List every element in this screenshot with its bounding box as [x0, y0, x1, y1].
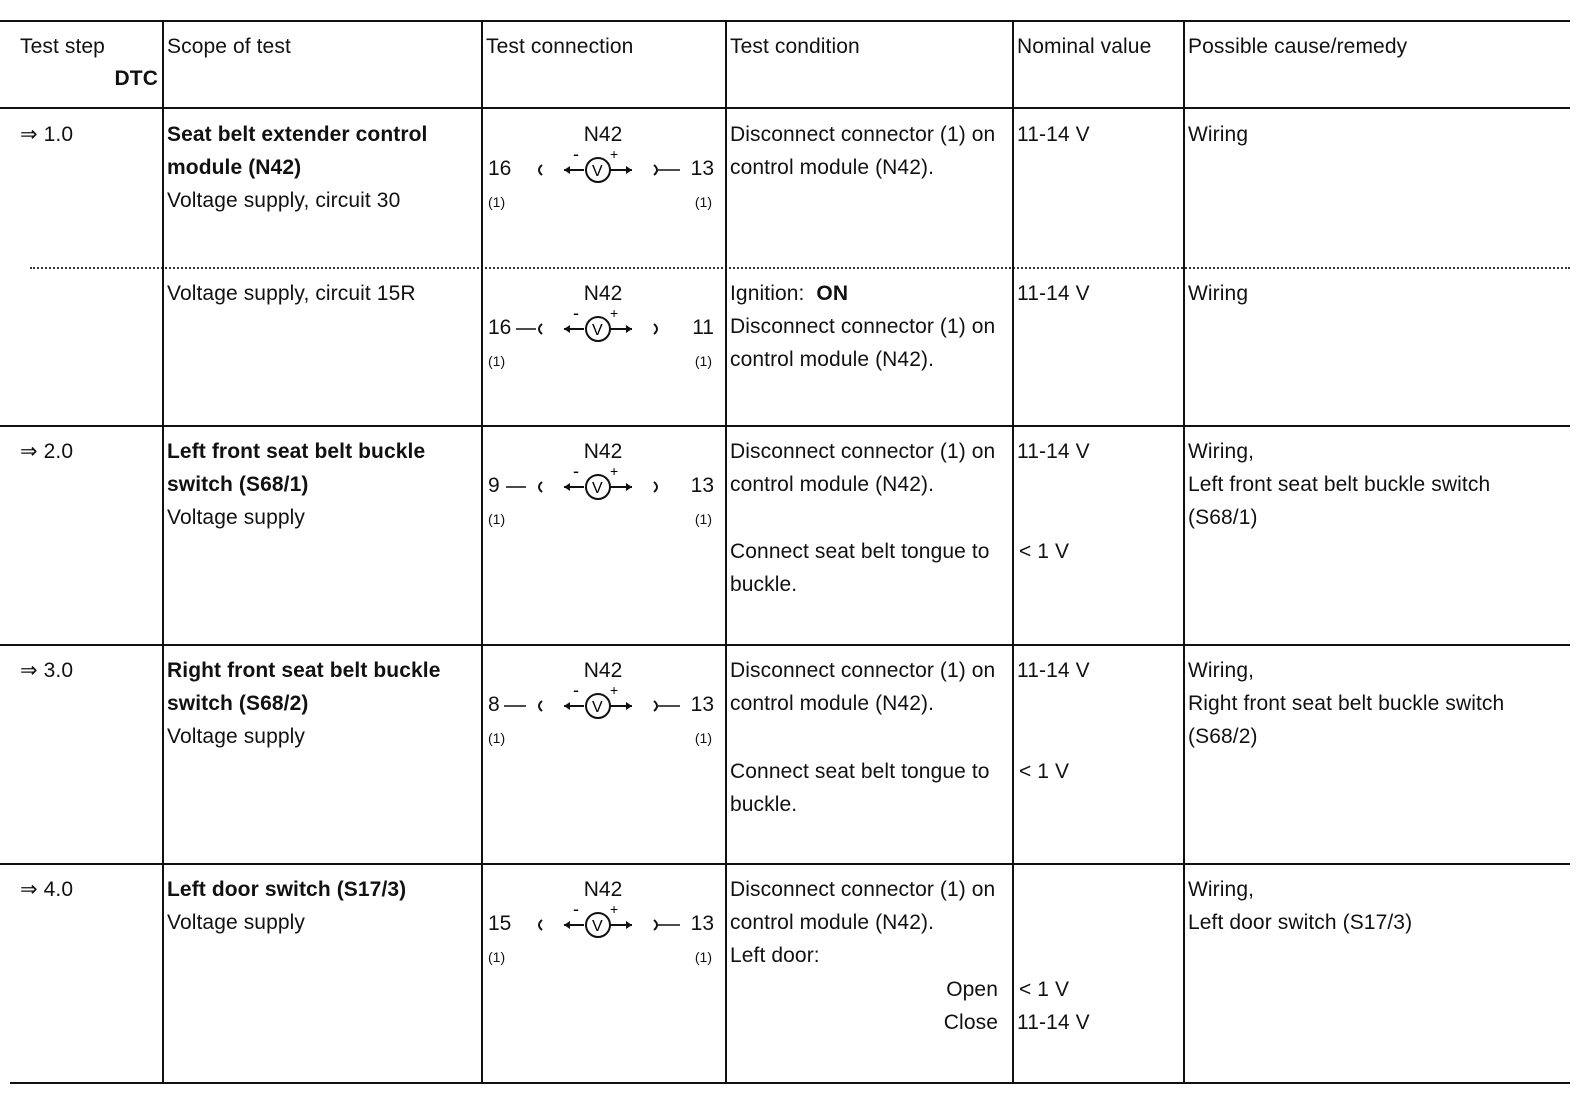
scope-text: Voltage supply, circuit 15R	[167, 282, 416, 305]
svg-text:-: -	[573, 682, 579, 700]
condition-text: Connect seat belt tongue to	[730, 760, 990, 783]
condition-text: control module (N42).	[730, 911, 935, 934]
condition-text: control module (N42).	[730, 692, 935, 715]
nominal-value: 11-14 V	[1017, 123, 1090, 146]
cause-text: (S68/2)	[1188, 725, 1258, 748]
right-pin: 13	[690, 912, 714, 935]
left-pin: 16	[488, 316, 512, 339]
condition-text: Disconnect connector (1) on	[730, 878, 996, 901]
test-connection-diagram	[484, 277, 722, 387]
condition-text: buckle.	[730, 793, 798, 816]
left-pin-connector: (1)	[488, 730, 506, 746]
step-number: ⇒ 3.0	[20, 659, 74, 682]
svg-text:+: +	[610, 146, 619, 162]
ignition-state: ON	[816, 282, 849, 305]
test-connection-diagram	[484, 118, 722, 228]
table-bottom-border	[10, 1082, 1570, 1084]
cause-text: Wiring,	[1188, 440, 1255, 463]
right-pin-connector: (1)	[694, 949, 712, 965]
svg-text:-: -	[573, 305, 579, 323]
test-connection-diagram	[484, 654, 722, 764]
header-connection: Test connection	[486, 35, 634, 58]
right-pin: 13	[690, 693, 714, 716]
row-1-divider	[30, 267, 1570, 269]
step-number: ⇒ 2.0	[20, 440, 74, 463]
condition-close: Close	[943, 1011, 998, 1034]
row-2-divider	[0, 425, 1570, 427]
right-pin-connector: (1)	[694, 353, 712, 369]
module-label: N42	[583, 282, 623, 305]
cause-text: Wiring,	[1188, 878, 1255, 901]
condition-text: Left door:	[730, 944, 820, 967]
left-pin: 8	[488, 693, 500, 716]
condition-text: buckle.	[730, 573, 798, 596]
left-pin: 15	[488, 912, 512, 935]
condition-text: control module (N42).	[730, 156, 935, 179]
col-divider-5	[1183, 20, 1185, 1084]
svg-text:V: V	[592, 322, 603, 339]
svg-text:-: -	[573, 901, 579, 919]
svg-text:+: +	[610, 463, 619, 479]
header-nominal: Nominal value	[1017, 35, 1152, 58]
cause-text: Left door switch (S17/3)	[1188, 911, 1413, 934]
module-label: N42	[583, 440, 623, 463]
left-pin-connector: (1)	[488, 511, 506, 527]
svg-text:-: -	[573, 463, 579, 481]
condition-text: Disconnect connector (1) on	[730, 659, 996, 682]
svg-text:V: V	[592, 699, 603, 716]
svg-text:+: +	[610, 305, 619, 321]
cause-text: Wiring	[1188, 282, 1249, 305]
header-condition: Test condition	[730, 35, 860, 58]
table-top-border	[0, 20, 1570, 22]
nominal-value: < 1 V	[1019, 978, 1070, 1001]
condition-text: control module (N42).	[730, 473, 935, 496]
condition-text: Disconnect connector (1) on	[730, 440, 996, 463]
nominal-value: 11-14 V	[1017, 659, 1090, 682]
voltmeter-icon	[484, 901, 722, 941]
header-bottom-border	[0, 107, 1570, 109]
header-dtc: DTC	[114, 67, 158, 90]
scope-text: Voltage supply, circuit 30	[167, 189, 401, 212]
scope-title: Left front seat belt buckle	[167, 440, 426, 463]
left-pin-connector: (1)	[488, 949, 506, 965]
test-connection-diagram	[484, 873, 722, 983]
right-pin: 13	[690, 157, 714, 180]
module-label: N42	[583, 659, 623, 682]
nominal-value: < 1 V	[1019, 760, 1070, 783]
header-scope: Scope of test	[167, 35, 291, 58]
cause-text: Wiring,	[1188, 659, 1255, 682]
condition-text: Disconnect connector (1) on	[730, 123, 996, 146]
left-pin: 16	[488, 157, 512, 180]
ignition-label: Ignition:	[730, 282, 805, 305]
col-divider-4	[1012, 20, 1014, 1084]
scope-text: Voltage supply	[167, 725, 306, 748]
row-4-divider	[0, 863, 1570, 865]
condition-text: Disconnect connector (1) on	[730, 315, 996, 338]
step-number: ⇒ 4.0	[20, 878, 74, 901]
left-pin: 9	[488, 474, 500, 497]
right-pin-connector: (1)	[694, 194, 712, 210]
left-pin-connector: (1)	[488, 353, 506, 369]
nominal-value: 11-14 V	[1017, 440, 1090, 463]
svg-text:+: +	[610, 682, 619, 698]
nominal-value: 11-14 V	[1017, 1011, 1090, 1034]
scope-text: Voltage supply	[167, 911, 306, 934]
voltmeter-icon	[484, 682, 722, 722]
scope-text: Voltage supply	[167, 506, 306, 529]
test-connection-diagram	[484, 435, 722, 545]
scope-title: switch (S68/1)	[167, 473, 309, 496]
cause-text: Left front seat belt buckle switch	[1188, 473, 1491, 496]
right-pin-connector: (1)	[694, 730, 712, 746]
condition-open: Open	[946, 978, 998, 1001]
svg-text:V: V	[592, 163, 603, 180]
scope-title: module (N42)	[167, 156, 302, 179]
header-cause: Possible cause/remedy	[1188, 35, 1408, 58]
svg-text:V: V	[592, 918, 603, 935]
col-divider-2	[481, 20, 483, 1084]
nominal-value: < 1 V	[1019, 540, 1070, 563]
scope-title: Right front seat belt buckle	[167, 659, 441, 682]
right-pin: 11	[692, 316, 714, 339]
scope-title: switch (S68/2)	[167, 692, 309, 715]
svg-text:+: +	[610, 901, 619, 917]
step-number: ⇒ 1.0	[20, 123, 74, 146]
voltmeter-icon	[484, 146, 722, 186]
voltmeter-icon	[484, 463, 722, 503]
left-pin-connector: (1)	[488, 194, 506, 210]
cause-text: Right front seat belt buckle switch	[1188, 692, 1505, 715]
col-divider-1	[162, 20, 164, 1084]
module-label: N42	[583, 123, 623, 146]
svg-text:V: V	[592, 480, 603, 497]
header-test-step: Test step	[20, 35, 105, 58]
scope-title: Left door switch (S17/3)	[167, 878, 407, 901]
condition-text: Connect seat belt tongue to	[730, 540, 990, 563]
right-pin: 13	[690, 474, 714, 497]
voltmeter-icon	[484, 305, 722, 345]
condition-ignition	[730, 277, 848, 310]
scope-title: Seat belt extender control	[167, 123, 428, 146]
module-label: N42	[583, 878, 623, 901]
row-3-divider	[0, 644, 1570, 646]
right-pin-connector: (1)	[694, 511, 712, 527]
condition-text: control module (N42).	[730, 348, 935, 371]
nominal-value: 11-14 V	[1017, 282, 1090, 305]
col-divider-3	[725, 20, 727, 1084]
svg-text:-: -	[573, 146, 579, 164]
cause-text: (S68/1)	[1188, 506, 1258, 529]
cause-text: Wiring	[1188, 123, 1249, 146]
